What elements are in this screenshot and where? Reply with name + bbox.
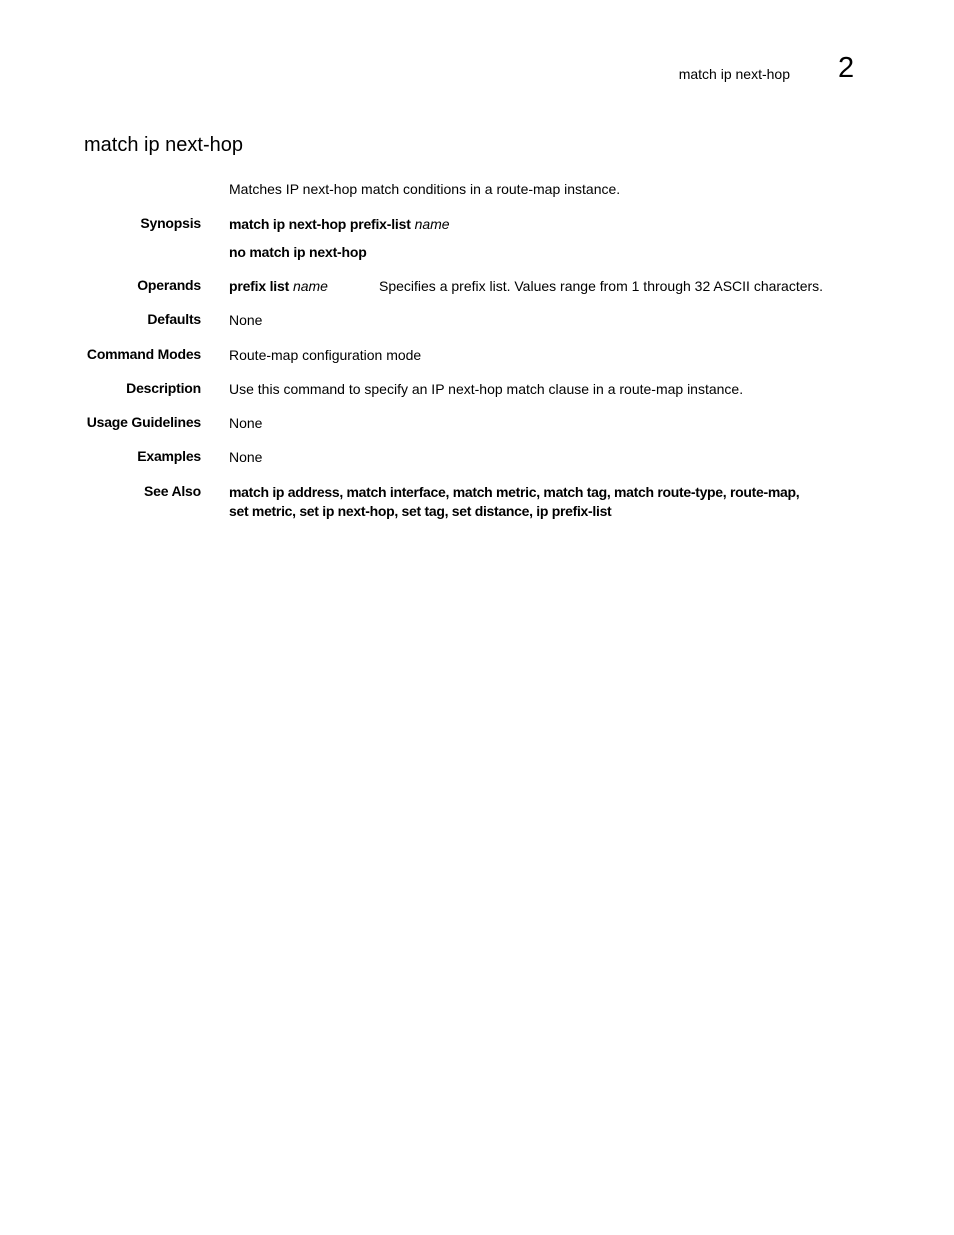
chapter-number: 2 (838, 52, 855, 84)
synopsis-label: Synopsis (140, 215, 201, 231)
examples-value: None (229, 449, 263, 465)
command-summary: Matches IP next-hop match conditions in a route-map instance. (229, 181, 621, 197)
operands-content (229, 277, 854, 296)
defaults-label: Defaults (147, 311, 201, 327)
synopsis-command: match ip next-hop prefix-list (229, 216, 411, 232)
synopsis-content (229, 215, 854, 260)
see-also-content (229, 483, 854, 521)
synopsis-argument: name (414, 216, 450, 232)
page-title: match ip next-hop (84, 134, 243, 156)
usage-guidelines-label: Usage Guidelines (86, 414, 201, 430)
operands-label: Operands (137, 277, 201, 293)
operand-argument: name (292, 278, 328, 294)
description-value: Use this command to specify an IP next-hop match clause in a route-map instance. (229, 381, 744, 397)
command-modes-label: Command Modes (86, 346, 201, 362)
operand-name: prefix list (229, 278, 290, 294)
synopsis-negation-command: no match ip next-hop (229, 244, 367, 260)
defaults-value: None (229, 312, 263, 328)
examples-label: Examples (137, 448, 201, 464)
command-modes-value: Route-map configuration mode (229, 347, 422, 363)
see-also-links-line2[interactable]: set metric, set ip next-hop, set tag, set distance, ip prefix-list (229, 503, 612, 519)
usage-guidelines-value: None (229, 415, 263, 431)
see-also-links-line1[interactable]: match ip address, match interface, match metric, match tag, match route-type, route-map, (229, 484, 800, 500)
see-also-label: See Also (143, 483, 201, 499)
running-header-title: match ip next-hop (678, 66, 790, 82)
description-label: Description (126, 380, 201, 396)
operand-description: Specifies a prefix list. Values range from 1 through 32 ASCII characters. (379, 278, 824, 294)
